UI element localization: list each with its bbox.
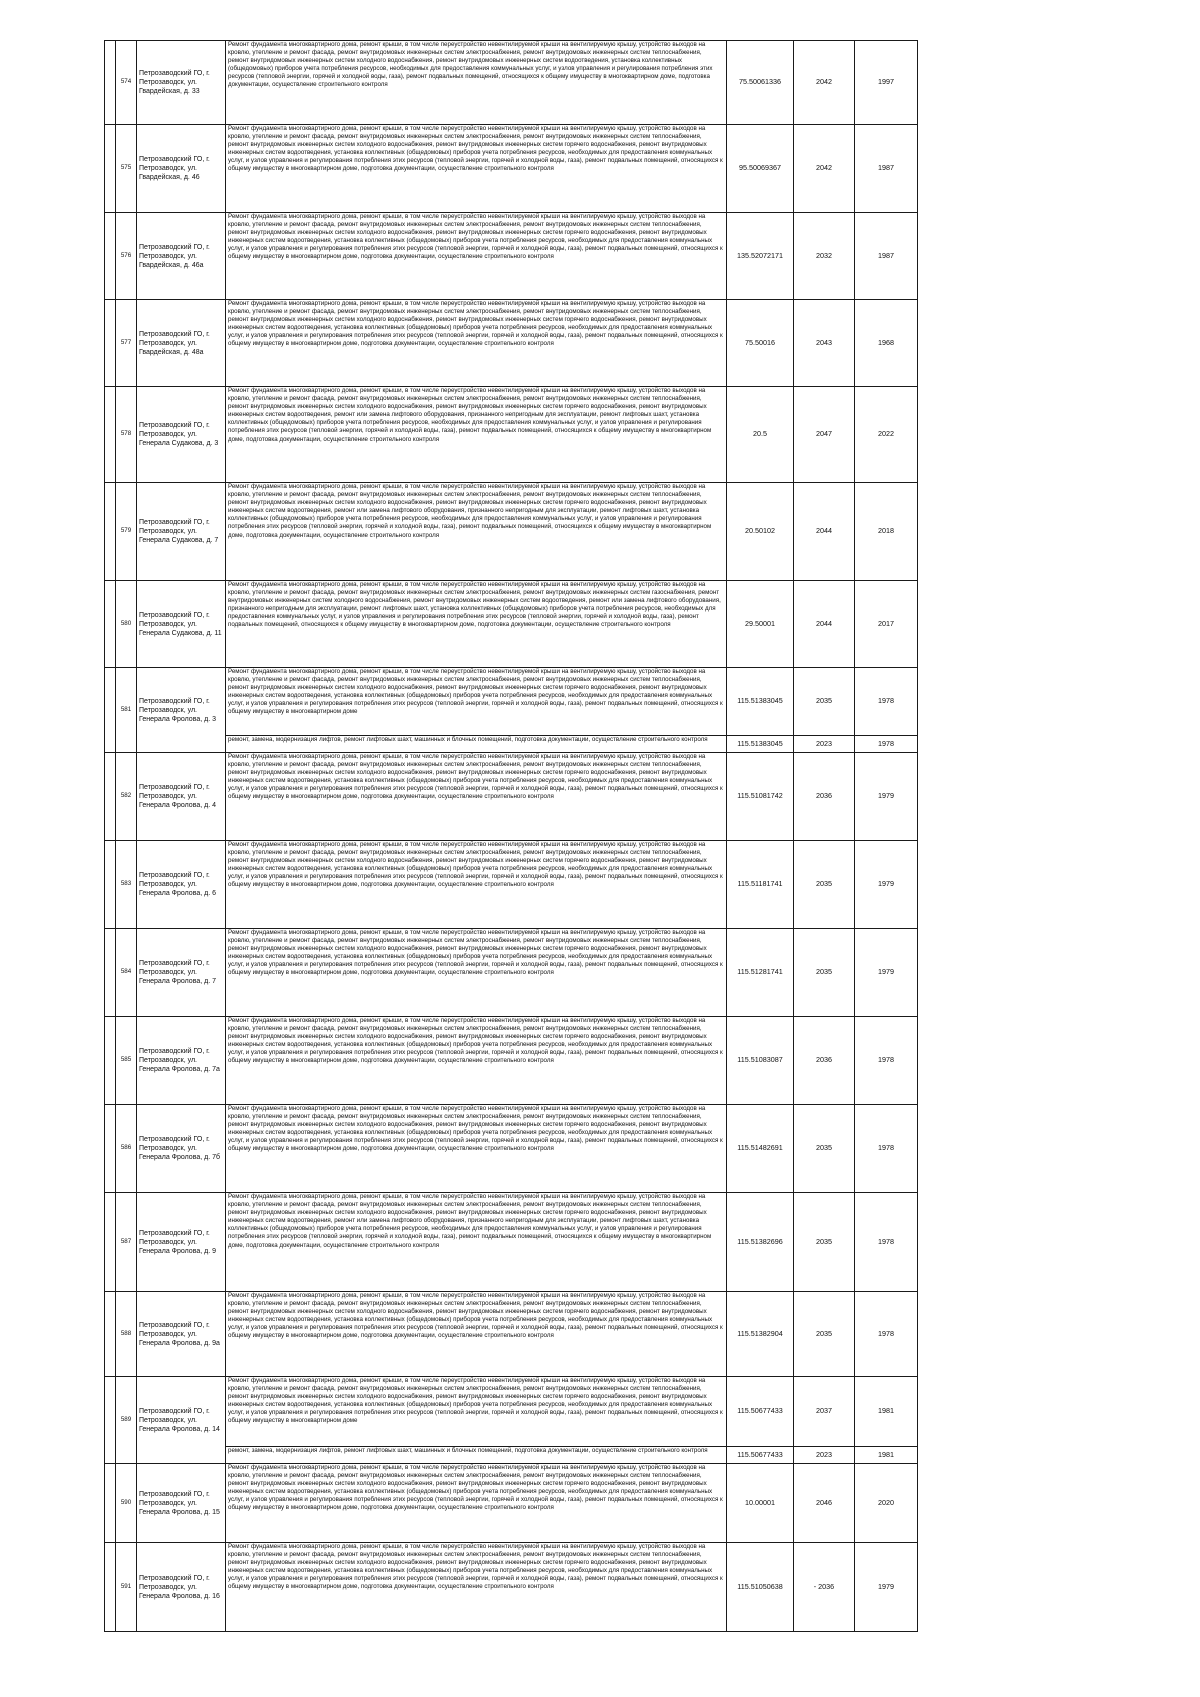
work-description-cell: Ремонт фундамента многоквартирного дома, ремонт крыши, в том числе переустройство невентилируемой крыши на вентилируемую крышу, устройство выходов на кровлю, утепление и ремонт фасада, ремонт внутридомовых инженерных систем электроснабжения, ремонт внутридомовых инженерных систем газоснабжения, ремонт внутридомовых инженерных систем холодного водоснабжения, ремонт внутридомовых инженерных систем водоотведения, ремонт или замена лифтового оборудования, признанного непригодным для эксплуатации, ремонт лифтовых шахт, установка коллективных (общедомовых) приборов учета потребления ресурсов, необходимых для предоставления коммунальных услуг, и узлов управления и регулирования потребления этих ресурсов (тепловой энергии, горячей и холодной воды, газа), ремонт подвальных помещений, относящихся к общему имуществу в многоквартирном доме, подготовка документации, осуществление строительного контроля (226, 581, 727, 668)
built-year-cell: 1997 (855, 41, 918, 125)
address-cell: Петрозаводский ГО, г. Петрозаводск, ул. Генерала Фролова, д. 16 (137, 1543, 226, 1632)
row-margin-cell (105, 1292, 116, 1377)
cost-cell: 95.50069367 (727, 125, 794, 213)
address-cell: Петрозаводский ГО, г. Петрозаводск, ул. Генерала Фролова, д. 4 (137, 753, 226, 841)
year-cell: 2032 (794, 213, 855, 300)
row-margin-cell (105, 1193, 116, 1292)
row-number: 589 (116, 1377, 137, 1464)
table-row (105, 387, 918, 483)
address-cell: Петрозаводский ГО, г. Петрозаводск, ул. Генерала Фролова, д. 6 (137, 841, 226, 929)
cost-cell: 115.51083087 (727, 1017, 794, 1105)
year-cell: 2047 (794, 387, 855, 483)
built-year-cell: 1979 (855, 753, 918, 841)
cost-cell: 115.51081742 (727, 753, 794, 841)
year-cell: 2023 (794, 1447, 855, 1464)
year-cell: 2042 (794, 125, 855, 213)
row-number: 580 (116, 581, 137, 668)
address-cell: Петрозаводский ГО, г. Петрозаводск, ул. Генерала Фролова, д. 7б (137, 1105, 226, 1193)
built-year-cell: 1978 (855, 668, 918, 736)
cost-cell: 115.50677433 (727, 1377, 794, 1447)
work-description-cell: Ремонт фундамента многоквартирного дома, ремонт крыши, в том числе переустройство невентилируемой крыши на вентилируемую крышу, устройство выходов на кровлю, утепление и ремонт фасада, ремонт внутридомовых инженерных систем электроснабжения, ремонт внутридомовых инженерных систем теплоснабжения, ремонт внутридомовых инженерных систем холодного водоснабжения, ремонт внутридомовых инженерных систем горячего водоснабжения, ремонт внутридомовых инженерных систем водоотведения, ремонт или замена лифтового оборудования, признанного непригодным для эксплуатации, ремонт лифтовых шахт, установка коллективных (общедомовых) приборов учета потребления ресурсов, необходимых для предоставления коммунальных услуг, и узлов управления и регулирования потребления этих ресурсов (тепловой энергии, горячей и холодной воды, газа), ремонт подвальных помещений, относящихся к общему имуществу в многоквартирном доме, подготовка документации, осуществление строительного контроля (226, 1193, 727, 1292)
year-cell: 2035 (794, 1193, 855, 1292)
year-cell: 2044 (794, 581, 855, 668)
row-number: 582 (116, 753, 137, 841)
table-subrow (105, 736, 918, 753)
row-margin-cell (105, 1377, 116, 1464)
row-margin-cell (105, 841, 116, 929)
row-number: 586 (116, 1105, 137, 1193)
year-cell: 2044 (794, 483, 855, 581)
cost-cell: 29.50001 (727, 581, 794, 668)
row-number: 590 (116, 1464, 137, 1543)
address-cell: Петрозаводский ГО, г. Петрозаводск, ул. Генерала Фролова, д. 14 (137, 1377, 226, 1464)
work-description-cell: Ремонт фундамента многоквартирного дома, ремонт крыши, в том числе переустройство невентилируемой крыши на вентилируемую крышу, устройство выходов на кровлю, утепление и ремонт фасада, ремонт внутридомовых инженерных систем электроснабжения, ремонт внутридомовых инженерных систем теплоснабжения, ремонт внутридомовых инженерных систем холодного водоснабжения, ремонт внутридомовых инженерных систем горячего водоснабжения, ремонт внутридомовых инженерных систем водоотведения, установка коллективных (общедомовых) приборов учета потребления ресурсов, необходимых для предоставления коммунальных услуг, и узлов управления и регулирования потребления этих ресурсов (тепловой энергии, горячей и холодной воды, газа), ремонт подвальных помещений, относящихся к общему имуществу в многоквартирном доме, подготовка документации, осуществление строительного контроля (226, 841, 727, 929)
cost-cell: 115.51383045 (727, 668, 794, 736)
work-description-cell: Ремонт фундамента многоквартирного дома, ремонт крыши, в том числе переустройство невентилируемой крыши на вентилируемую крышу, устройство выходов на кровлю, утепление и ремонт фасада, ремонт внутридомовых инженерных систем электроснабжения, ремонт внутридомовых инженерных систем теплоснабжения, ремонт внутридомовых инженерных систем холодного водоснабжения, ремонт внутридомовых инженерных систем водоотведения, установка коллективных (общедомовых) приборов учета потребления ресурсов, необходимых для предоставления коммунальных услуг, и узлов управления и регулирования потребления этих ресурсов (тепловой энергии, горячей и холодной воды, газа), ремонт подвальных помещений, относящихся к общему имуществу в многоквартирном доме, подготовка документации, осуществление строительного контроля (226, 41, 727, 125)
address-cell: Петрозаводский ГО, г. Петрозаводск, ул. Генерала Фролова, д. 15 (137, 1464, 226, 1543)
cost-cell: 20.50102 (727, 483, 794, 581)
row-margin-cell (105, 1464, 116, 1543)
year-cell: 2043 (794, 300, 855, 387)
row-margin-cell (105, 213, 116, 300)
cost-cell: 115.50677433 (727, 1447, 794, 1464)
year-cell: 2036 (794, 753, 855, 841)
row-margin-cell (105, 483, 116, 581)
address-cell: Петрозаводский ГО, г. Петрозаводск, ул. Генерала Судакова, д. 3 (137, 387, 226, 483)
built-year-cell: 1981 (855, 1447, 918, 1464)
table-row (105, 581, 918, 668)
address-cell: Петрозаводский ГО, г. Петрозаводск, ул. Генерала Фролова, д. 9 (137, 1193, 226, 1292)
address-cell: Петрозаводский ГО, г. Петрозаводск, ул. Генерала Судакова, д. 7 (137, 483, 226, 581)
built-year-cell: 1978 (855, 1193, 918, 1292)
work-description-cell: Ремонт фундамента многоквартирного дома, ремонт крыши, в том числе переустройство невентилируемой крыши на вентилируемую крышу, устройство выходов на кровлю, утепление и ремонт фасада, ремонт внутридомовых инженерных систем электроснабжения, ремонт внутридомовых инженерных систем теплоснабжения, ремонт внутридомовых инженерных систем холодного водоснабжения, ремонт внутридомовых инженерных систем горячего водоснабжения, ремонт внутридомовых инженерных систем водоотведения, установка коллективных (общедомовых) приборов учета потребления ресурсов, необходимых для предоставления коммунальных услуг, и узлов управления и регулирования потребления этих ресурсов (тепловой энергии, горячей и холодной воды, газа), ремонт подвальных помещений, относящихся к общему имуществу в многоквартирном доме (226, 668, 727, 736)
table-row (105, 1193, 918, 1292)
address-cell: Петрозаводский ГО, г. Петрозаводск, ул. Гвардейская, д. 46а (137, 213, 226, 300)
address-cell: Петрозаводский ГО, г. Петрозаводск, ул. Гвардейская, д. 33 (137, 41, 226, 125)
year-cell: - 2036 (794, 1543, 855, 1632)
work-description-cell: Ремонт фундамента многоквартирного дома, ремонт крыши, в том числе переустройство невентилируемой крыши на вентилируемую крышу, устройство выходов на кровлю, утепление и ремонт фасада, ремонт внутридомовых инженерных систем электроснабжения, ремонт внутридомовых инженерных систем теплоснабжения, ремонт внутридомовых инженерных систем холодного водоснабжения, ремонт внутридомовых инженерных систем горячего водоснабжения, ремонт внутридомовых инженерных систем водоотведения, установка коллективных (общедомовых) приборов учета потребления ресурсов, необходимых для предоставления коммунальных услуг, и узлов управления и регулирования потребления этих ресурсов (тепловой энергии, горячей и холодной воды, газа), ремонт подвальных помещений, относящихся к общему имуществу в многоквартирном доме, подготовка документации, осуществление строительного контроля (226, 1105, 727, 1193)
built-year-cell: 1978 (855, 1292, 918, 1377)
built-year-cell: 1978 (855, 1017, 918, 1105)
table-row (105, 41, 918, 125)
work-description-cell: Ремонт фундамента многоквартирного дома, ремонт крыши, в том числе переустройство невентилируемой крыши на вентилируемую крышу, устройство выходов на кровлю, утепление и ремонт фасада, ремонт внутридомовых инженерных систем электроснабжения, ремонт внутридомовых инженерных систем теплоснабжения, ремонт внутридомовых инженерных систем холодного водоснабжения, ремонт внутридомовых инженерных систем горячего водоснабжения, ремонт внутридомовых инженерных систем водоотведения, установка коллективных (общедомовых) приборов учета потребления ресурсов, необходимых для предоставления коммунальных услуг, и узлов управления и регулирования потребления этих ресурсов (тепловой энергии, горячей и холодной воды, газа), ремонт подвальных помещений, относящихся к общему имуществу в многоквартирном доме, подготовка документации, осуществление строительного контроля (226, 929, 727, 1017)
built-year-cell: 1987 (855, 125, 918, 213)
built-year-cell: 2018 (855, 483, 918, 581)
table-row (105, 1377, 918, 1447)
row-number: 591 (116, 1543, 137, 1632)
built-year-cell: 1987 (855, 213, 918, 300)
year-cell: 2035 (794, 1105, 855, 1193)
row-number: 575 (116, 125, 137, 213)
table-row (105, 1017, 918, 1105)
row-number: 579 (116, 483, 137, 581)
cost-cell: 115.51382696 (727, 1193, 794, 1292)
built-year-cell: 2017 (855, 581, 918, 668)
row-margin-cell (105, 753, 116, 841)
row-number: 581 (116, 668, 137, 753)
row-margin-cell (105, 1105, 116, 1193)
cost-cell: 135.52072171 (727, 213, 794, 300)
work-description-cell: Ремонт фундамента многоквартирного дома, ремонт крыши, в том числе переустройство невентилируемой крыши на вентилируемую крышу, устройство выходов на кровлю, утепление и ремонт фасада, ремонт внутридомовых инженерных систем электроснабжения, ремонт внутридомовых инженерных систем теплоснабжения, ремонт внутридомовых инженерных систем холодного водоснабжения, ремонт внутридомовых инженерных систем горячего водоснабжения, ремонт внутридомовых инженерных систем водоотведения, ремонт или замена лифтового оборудования, признанного непригодным для эксплуатации, ремонт лифтовых шахт, установка коллективных (общедомовых) приборов учета потребления ресурсов, необходимых для предоставления коммунальных услуг, и узлов управления и регулирования потребления этих ресурсов (тепловой энергии, горячей и холодной воды, газа), ремонт подвальных помещений, относящихся к общему имуществу в многоквартирном доме, подготовка документации, осуществление строительного контроля (226, 387, 727, 483)
work-description-cell: ремонт, замена, модернизация лифтов, ремонт лифтовых шахт, машинных и блочных помещений, подготовка документации, осуществление строительного контроля (226, 736, 727, 753)
table-row (105, 668, 918, 736)
address-cell: Петрозаводский ГО, г. Петрозаводск, ул. Генерала Судакова, д. 11 (137, 581, 226, 668)
address-cell: Петрозаводский ГО, г. Петрозаводск, ул. Генерала Фролова, д. 9а (137, 1292, 226, 1377)
table-subrow (105, 1447, 918, 1464)
row-margin-cell (105, 41, 116, 125)
capital-repair-table (104, 40, 918, 1632)
work-description-cell: Ремонт фундамента многоквартирного дома, ремонт крыши, в том числе переустройство невентилируемой крыши на вентилируемую крышу, устройство выходов на кровлю, утепление и ремонт фасада, ремонт внутридомовых инженерных систем электроснабжения, ремонт внутридомовых инженерных систем теплоснабжения, ремонт внутридомовых инженерных систем холодного водоснабжения, ремонт внутридомовых инженерных систем горячего водоснабжения, ремонт внутридомовых инженерных систем водоотведения, установка коллективных (общедомовых) приборов учета потребления ресурсов, необходимых для предоставления коммунальных услуг, и узлов управления и регулирования потребления этих ресурсов (тепловой энергии, горячей и холодной воды, газа), ремонт подвальных помещений, относящихся к общему имуществу в многоквартирном доме, подготовка документации, осуществление строительного контроля (226, 213, 727, 300)
work-description-cell: Ремонт фундамента многоквартирного дома, ремонт крыши, в том числе переустройство невентилируемой крыши на вентилируемую крышу, устройство выходов на кровлю, утепление и ремонт фасада, ремонт внутридомовых инженерных систем электроснабжения, ремонт внутридомовых инженерных систем теплоснабжения, ремонт внутридомовых инженерных систем холодного водоснабжения, ремонт внутридомовых инженерных систем горячего водоснабжения, ремонт внутридомовых инженерных систем водоотведения, ремонт или замена лифтового оборудования, признанного непригодным для эксплуатации, ремонт лифтовых шахт, установка коллективных (общедомовых) приборов учета потребления ресурсов, необходимых для предоставления коммунальных услуг, и узлов управления и регулирования потребления этих ресурсов (тепловой энергии, горячей и холодной воды, газа), ремонт подвальных помещений, относящихся к общему имуществу в многоквартирном доме, подготовка документации, осуществление строительного контроля (226, 483, 727, 581)
row-number: 576 (116, 213, 137, 300)
row-margin-cell (105, 668, 116, 753)
table-row (105, 1543, 918, 1632)
year-cell: 2023 (794, 736, 855, 753)
year-cell: 2035 (794, 668, 855, 736)
row-number: 584 (116, 929, 137, 1017)
address-cell: Петрозаводский ГО, г. Петрозаводск, ул. Генерала Фролова, д. 7а (137, 1017, 226, 1105)
work-description-cell: ремонт, замена, модернизация лифтов, ремонт лифтовых шахт, машинных и блочных помещений, подготовка документации, осуществление строительного контроля (226, 1447, 727, 1464)
year-cell: 2042 (794, 41, 855, 125)
work-description-cell: Ремонт фундамента многоквартирного дома, ремонт крыши, в том числе переустройство невентилируемой крыши на вентилируемую крышу, устройство выходов на кровлю, утепление и ремонт фасада, ремонт внутридомовых инженерных систем электроснабжения, ремонт внутридомовых инженерных систем теплоснабжения, ремонт внутридомовых инженерных систем холодного водоснабжения, ремонт внутридомовых инженерных систем горячего водоснабжения, ремонт внутридомовых инженерных систем водоотведения, установка коллективных (общедомовых) приборов учета потребления ресурсов, необходимых для предоставления коммунальных услуг, и узлов управления и регулирования потребления этих ресурсов (тепловой энергии, горячей и холодной воды, газа), ремонт подвальных помещений, относящихся к общему имуществу в многоквартирном доме, подготовка документации, осуществление строительного контроля (226, 1543, 727, 1632)
table-body (105, 41, 918, 1632)
cost-cell: 75.50061336 (727, 41, 794, 125)
cost-cell: 115.51181741 (727, 841, 794, 929)
row-margin-cell (105, 300, 116, 387)
built-year-cell: 1979 (855, 841, 918, 929)
table-row (105, 841, 918, 929)
year-cell: 2035 (794, 1292, 855, 1377)
table-row (105, 1464, 918, 1543)
year-cell: 2035 (794, 929, 855, 1017)
cost-cell: 115.51281741 (727, 929, 794, 1017)
table-row (105, 1292, 918, 1377)
work-description-cell: Ремонт фундамента многоквартирного дома, ремонт крыши, в том числе переустройство невентилируемой крыши на вентилируемую крышу, устройство выходов на кровлю, утепление и ремонт фасада, ремонт внутридомовых инженерных систем электроснабжения, ремонт внутридомовых инженерных систем теплоснабжения, ремонт внутридомовых инженерных систем холодного водоснабжения, ремонт внутридомовых инженерных систем горячего водоснабжения, ремонт внутридомовых инженерных систем водоотведения, установка коллективных (общедомовых) приборов учета потребления ресурсов, необходимых для предоставления коммунальных услуг, и узлов управления и регулирования потребления этих ресурсов (тепловой энергии, горячей и холодной воды, газа), ремонт подвальных помещений, относящихся к общему имуществу в многоквартирном доме, подготовка документации, осуществление строительного контроля (226, 1464, 727, 1543)
built-year-cell: 1979 (855, 929, 918, 1017)
built-year-cell: 1979 (855, 1543, 918, 1632)
work-description-cell: Ремонт фундамента многоквартирного дома, ремонт крыши, в том числе переустройство невентилируемой крыши на вентилируемую крышу, устройство выходов на кровлю, утепление и ремонт фасада, ремонт внутридомовых инженерных систем электроснабжения, ремонт внутридомовых инженерных систем теплоснабжения, ремонт внутридомовых инженерных систем холодного водоснабжения, ремонт внутридомовых инженерных систем горячего водоснабжения, ремонт внутридомовых инженерных систем водоотведения, установка коллективных (общедомовых) приборов учета потребления ресурсов, необходимых для предоставления коммунальных услуг, и узлов управления и регулирования потребления этих ресурсов (тепловой энергии, горячей и холодной воды, газа), ремонт подвальных помещений, относящихся к общему имуществу в многоквартирном доме (226, 1377, 727, 1447)
row-number: 583 (116, 841, 137, 929)
table-row (105, 753, 918, 841)
row-number: 578 (116, 387, 137, 483)
work-description-cell: Ремонт фундамента многоквартирного дома, ремонт крыши, в том числе переустройство невентилируемой крыши на вентилируемую крышу, устройство выходов на кровлю, утепление и ремонт фасада, ремонт внутридомовых инженерных систем электроснабжения, ремонт внутридомовых инженерных систем теплоснабжения, ремонт внутридомовых инженерных систем холодного водоснабжения, ремонт внутридомовых инженерных систем горячего водоснабжения, ремонт внутридомовых инженерных систем водоотведения, установка коллективных (общедомовых) приборов учета потребления ресурсов, необходимых для предоставления коммунальных услуг, и узлов управления и регулирования потребления этих ресурсов (тепловой энергии, горячей и холодной воды, газа), ремонт подвальных помещений, относящихся к общему имуществу в многоквартирном доме, подготовка документации, осуществление строительного контроля (226, 1017, 727, 1105)
year-cell: 2035 (794, 841, 855, 929)
built-year-cell: 1981 (855, 1377, 918, 1447)
work-description-cell: Ремонт фундамента многоквартирного дома, ремонт крыши, в том числе переустройство невентилируемой крыши на вентилируемую крышу, устройство выходов на кровлю, утепление и ремонт фасада, ремонт внутридомовых инженерных систем электроснабжения, ремонт внутридомовых инженерных систем теплоснабжения, ремонт внутридомовых инженерных систем холодного водоснабжения, ремонт внутридомовых инженерных систем горячего водоснабжения, ремонт внутридомовых инженерных систем водоотведения, установка коллективных (общедомовых) приборов учета потребления ресурсов, необходимых для предоставления коммунальных услуг, и узлов управления и регулирования потребления этих ресурсов (тепловой энергии, горячей и холодной воды, газа), ремонт подвальных помещений, относящихся к общему имуществу в многоквартирном доме, подготовка документации, осуществление строительного контроля (226, 125, 727, 213)
row-number: 585 (116, 1017, 137, 1105)
year-cell: 2037 (794, 1377, 855, 1447)
row-margin-cell (105, 581, 116, 668)
built-year-cell: 1978 (855, 1105, 918, 1193)
work-description-cell: Ремонт фундамента многоквартирного дома, ремонт крыши, в том числе переустройство невентилируемой крыши на вентилируемую крышу, устройство выходов на кровлю, утепление и ремонт фасада, ремонт внутридомовых инженерных систем электроснабжения, ремонт внутридомовых инженерных систем теплоснабжения, ремонт внутридомовых инженерных систем холодного водоснабжения, ремонт внутридомовых инженерных систем горячего водоснабжения, ремонт внутридомовых инженерных систем водоотведения, установка коллективных (общедомовых) приборов учета потребления ресурсов, необходимых для предоставления коммунальных услуг, и узлов управления и регулирования потребления этих ресурсов (тепловой энергии, горячей и холодной воды, газа), ремонт подвальных помещений, относящихся к общему имуществу в многоквартирном доме, подготовка документации, осуществление строительного контроля (226, 1292, 727, 1377)
work-description-cell: Ремонт фундамента многоквартирного дома, ремонт крыши, в том числе переустройство невентилируемой крыши на вентилируемую крышу, устройство выходов на кровлю, утепление и ремонт фасада, ремонт внутридомовых инженерных систем электроснабжения, ремонт внутридомовых инженерных систем теплоснабжения, ремонт внутридомовых инженерных систем холодного водоснабжения, ремонт внутридомовых инженерных систем горячего водоснабжения, ремонт внутридомовых инженерных систем водоотведения, установка коллективных (общедомовых) приборов учета потребления ресурсов, необходимых для предоставления коммунальных услуг, и узлов управления и регулирования потребления этих ресурсов (тепловой энергии, горячей и холодной воды, газа), ремонт подвальных помещений, относящихся к общему имуществу в многоквартирном доме, подготовка документации, осуществление строительного контроля (226, 300, 727, 387)
work-description-cell: Ремонт фундамента многоквартирного дома, ремонт крыши, в том числе переустройство невентилируемой крыши на вентилируемую крышу, устройство выходов на кровлю, утепление и ремонт фасада, ремонт внутридомовых инженерных систем электроснабжения, ремонт внутридомовых инженерных систем теплоснабжения, ремонт внутридомовых инженерных систем холодного водоснабжения, ремонт внутридомовых инженерных систем горячего водоснабжения, ремонт внутридомовых инженерных систем водоотведения, установка коллективных (общедомовых) приборов учета потребления ресурсов, необходимых для предоставления коммунальных услуг, и узлов управления и регулирования потребления этих ресурсов (тепловой энергии, горячей и холодной воды, газа), ремонт подвальных помещений, относящихся к общему имуществу в многоквартирном доме, подготовка документации, осуществление строительного контроля (226, 753, 727, 841)
address-cell: Петрозаводский ГО, г. Петрозаводск, ул. Гвардейская, д. 48а (137, 300, 226, 387)
row-margin-cell (105, 1017, 116, 1105)
table-row (105, 483, 918, 581)
table-row (105, 929, 918, 1017)
cost-cell: 75.50016 (727, 300, 794, 387)
built-year-cell: 2020 (855, 1464, 918, 1543)
row-number: 574 (116, 41, 137, 125)
table-row (105, 300, 918, 387)
address-cell: Петрозаводский ГО, г. Петрозаводск, ул. Генерала Фролова, д. 7 (137, 929, 226, 1017)
built-year-cell: 2022 (855, 387, 918, 483)
year-cell: 2046 (794, 1464, 855, 1543)
row-number: 587 (116, 1193, 137, 1292)
table-row (105, 125, 918, 213)
table-row (105, 213, 918, 300)
cost-cell: 20.5 (727, 387, 794, 483)
cost-cell: 115.51482691 (727, 1105, 794, 1193)
row-margin-cell (105, 1543, 116, 1632)
cost-cell: 115.51383045 (727, 736, 794, 753)
row-number: 588 (116, 1292, 137, 1377)
row-margin-cell (105, 929, 116, 1017)
address-cell: Петрозаводский ГО, г. Петрозаводск, ул. Гвардейская, д. 46 (137, 125, 226, 213)
cost-cell: 115.51050638 (727, 1543, 794, 1632)
address-cell: Петрозаводский ГО, г. Петрозаводск, ул. Генерала Фролова, д. 3 (137, 668, 226, 753)
row-margin-cell (105, 125, 116, 213)
year-cell: 2036 (794, 1017, 855, 1105)
built-year-cell: 1968 (855, 300, 918, 387)
built-year-cell: 1978 (855, 736, 918, 753)
row-number: 577 (116, 300, 137, 387)
cost-cell: 115.51382904 (727, 1292, 794, 1377)
cost-cell: 10.00001 (727, 1464, 794, 1543)
row-margin-cell (105, 387, 116, 483)
table-row (105, 1105, 918, 1193)
